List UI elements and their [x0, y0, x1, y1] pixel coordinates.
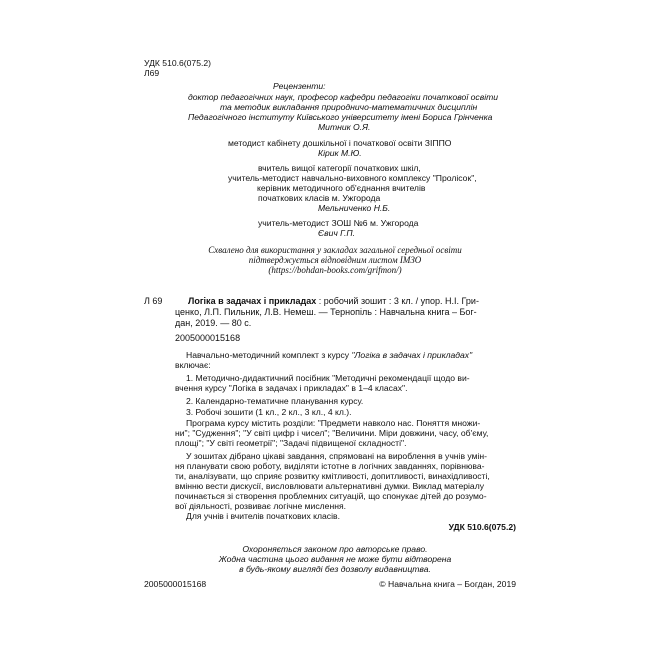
catalog-line-3: дан, 2019. — 80 с.	[175, 318, 252, 328]
abstract-para-line: ти, аналізувати, що сприяє розвитку кмітливості, допитливості, винахідливості,	[175, 471, 490, 481]
reviewer-2-name: Кірик М.Ю.	[318, 148, 362, 158]
reviewer-3-line: учитель-методист навчально-виховного комплексу "Пролісок",	[228, 173, 477, 183]
reviewer-3-name: Мельниченко Н.Б.	[318, 203, 391, 213]
reviewer-1-line: Педагогічного інституту Київського університету імені Бориса Грінченка	[188, 112, 493, 122]
abstract-item-1-cont: вчення курсу "Логіка в задачах і прикладах" в 1–4 класах".	[175, 383, 408, 393]
reviewer-4-line: учитель-методист ЗОШ №6 м. Ужгорода	[258, 218, 419, 228]
approval-line: Схвалено для використання у закладах загальної середньої освіти	[208, 245, 462, 255]
book-title: Логіка в задачах і прикладах	[188, 296, 317, 306]
footer-isbn: 2005000015168	[144, 579, 207, 589]
catalog-line-2: ценко, Л.П. Пильник, Л.В. Немеш. — Тернопіль : Навчальна книга – Бог-	[175, 307, 477, 317]
library-index: Л69	[144, 68, 160, 78]
abstract-para-line: ня планувати свою роботу, виділяти істотне в логічних завданнях, порівнюва-	[175, 461, 485, 471]
udk-bottom: УДК 510.6(075.2)	[448, 522, 516, 532]
abstract-item-2: 2. Календарно-тематичне планування курсу.	[186, 396, 364, 406]
reviewer-1-line: доктор педагогічних наук, професор кафедри педагогіки початкової освіти	[188, 92, 499, 102]
approval-line: підтверджується відповідним листом ІМЗО	[248, 255, 422, 265]
catalog-line-1-rest: : робочий зошит : 3 кл. / упор. Н.І. Гри-	[316, 296, 479, 306]
program-line: Програма курсу містить розділи: "Предмети навколо нас. Поняття множи-	[186, 418, 481, 428]
reviewer-2-line: методист кабінету дошкільної і початкової освіти ЗІППО	[228, 138, 452, 148]
approval-link: (https://bohdan-books.com/grifmon/)	[268, 265, 402, 275]
course-title: "Логіка в задачах і прикладах"	[351, 350, 473, 360]
abstract-para-line: вої діяльності, розвиває логічне мислення.	[175, 501, 346, 511]
catalog-isbn: 2005000015168	[175, 333, 241, 343]
reviewers-heading: Рецензенти:	[273, 81, 326, 91]
abstract-item-1: 1. Методично-дидактичний посібник "Методичні рекомендації щодо ви-	[186, 373, 470, 383]
abstract-para-line: У зошитах дібрано цікаві завдання, спрямовані на вироблення в учнів умін-	[186, 451, 488, 461]
copyright-notice-line: Жодна частина цього видання не може бути відтворена	[218, 554, 452, 564]
copyright-notice-line: Охороняється законом про авторське право.	[242, 544, 428, 554]
abstract-intro-prefix: Навчально-методичний комплект з курсу	[186, 350, 352, 360]
abstract-para-line: починається зі створення проблемних ситуацій, що спонукає дітей до розумо-	[175, 491, 487, 501]
abstract-intro-line2: включає:	[175, 360, 211, 370]
reviewer-4-name: Євич Г.П.	[318, 228, 355, 238]
reviewer-1-line: та методик викладання природничо-математичних дисциплін	[220, 102, 478, 112]
reviewer-3-line: вчитель вищої категорії початкових шкіл,	[258, 163, 421, 173]
audience-line: Для учнів і вчителів початкових класів.	[186, 511, 340, 521]
udk-code: УДК 510.6(075.2)	[144, 58, 212, 68]
reviewer-3-line: початкових класів м. Ужгорода	[258, 193, 381, 203]
catalog-line-1	[188, 296, 479, 306]
program-line: ни"; "Судження"; "У світі цифр і чисел"; "Величини. Міри довжини, часу, об'єму,	[175, 428, 489, 438]
copyright-notice-line: в будь-якому вигляді без дозволу видавництва.	[239, 564, 431, 574]
abstract-item-3: 3. Робочі зошити (1 кл., 2 кл., 3 кл., 4 кл.).	[186, 407, 352, 417]
program-line: площі"; "У світі геометрії"; "Задачі підвищеної складності".	[175, 438, 407, 448]
reviewer-1-name: Митник О.Я.	[318, 122, 371, 132]
abstract-para-line: вмінню вести дискусії, висловлювати альтернативні думки. Виклад матеріалу	[175, 481, 485, 491]
reviewer-3-line: керівник методичного об'єднання вчителів	[257, 183, 426, 193]
catalog-index: Л 69	[144, 296, 163, 306]
footer-copyright: © Навчальна книга – Богдан, 2019	[379, 579, 516, 589]
abstract-intro	[186, 350, 472, 360]
